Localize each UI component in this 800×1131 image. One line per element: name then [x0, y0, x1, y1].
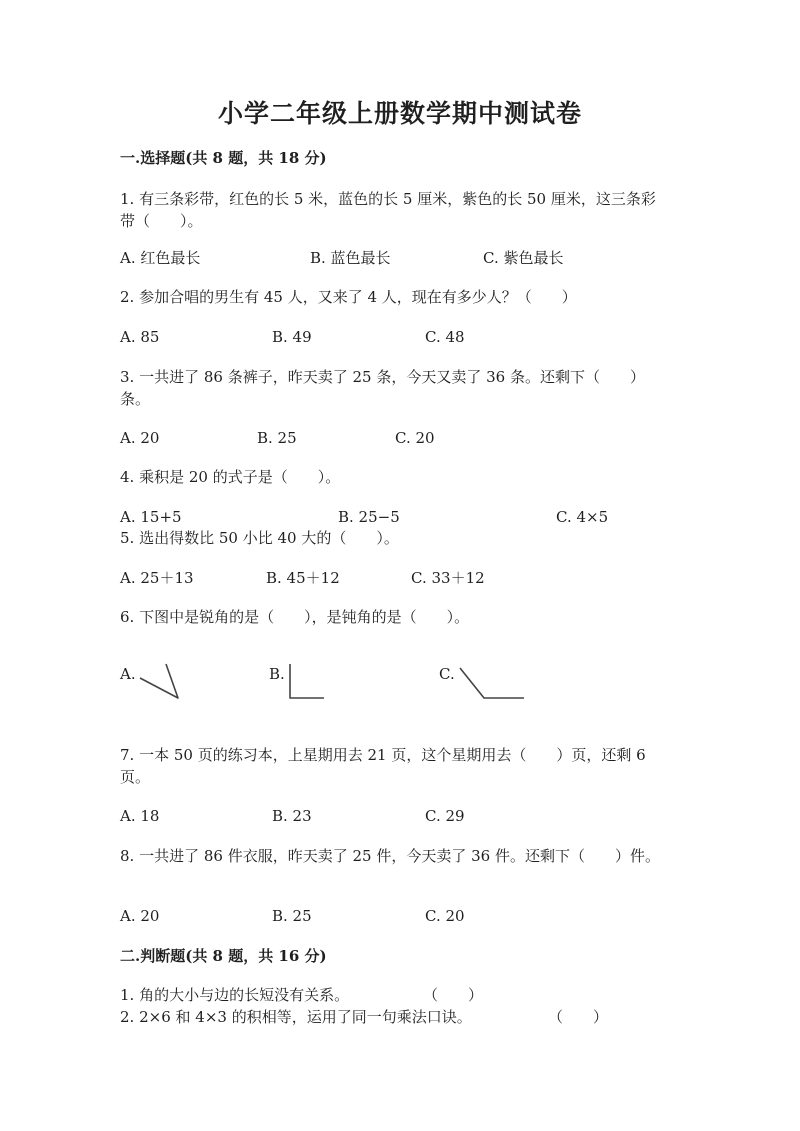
section-heading-judgement: 二.判断题(共 8 题，共 16 分) [120, 947, 327, 965]
question-5-option-a: A. 25＋13 [120, 569, 194, 587]
question-2-line-1: 2. 参加合唱的男生有 45 人，又来了 4 人，现在有多少人？（ ） [120, 288, 577, 306]
section-heading-choice: 一.选择题(共 8 题，共 18 分) [120, 149, 327, 167]
question-2-option-b: B. 49 [272, 328, 312, 346]
question-3-line-1: 3. 一共进了 86 条裤子，昨天卖了 25 条，今天又卖了 36 条。还剩下（ ） [120, 368, 645, 386]
question-1-line-1: 1. 有三条彩带，红色的长 5 米，蓝色的长 5 厘米，紫色的长 50 厘米，这三条彩 [120, 190, 656, 208]
question-7-line-1: 7. 一本 50 页的练习本，上星期用去 21 页，这个星期用去（ ）页，还剩 6 [120, 746, 646, 764]
question-6-option-c: C. [439, 665, 455, 683]
question-8-option-a: A. 20 [120, 907, 160, 925]
question-7-option-b: B. 23 [272, 807, 312, 825]
question-7-option-c: C. 29 [425, 807, 465, 825]
question-4-option-a: A. 15+5 [120, 508, 182, 526]
question-8-option-b: B. 25 [272, 907, 312, 925]
question-3-line-2: 条。 [120, 390, 151, 408]
question-5-option-c: C. 33＋12 [411, 569, 485, 587]
question-4-line-1: 4. 乘积是 20 的式子是（ ）。 [120, 468, 341, 486]
question-7-line-2: 页。 [120, 768, 151, 786]
question-2-option-c: C. 48 [425, 328, 465, 346]
question-3-option-b: B. 25 [257, 429, 297, 447]
obtuse-angle-figure [456, 664, 528, 704]
judgement-2-text: 2. 2×6 和 4×3 的积相等，运用了同一句乘法口诀。 [120, 1008, 472, 1026]
question-1-option-a: A. 红色最长 [120, 249, 201, 267]
question-2-option-a: A. 85 [120, 328, 160, 346]
question-4-option-c: C. 4×5 [556, 508, 609, 526]
judgement-1-text: 1. 角的大小与边的长短没有关系。 [120, 986, 350, 1004]
question-1-option-b: B. 蓝色最长 [310, 249, 391, 267]
question-6-option-a: A. [120, 665, 136, 683]
question-1-option-c: C. 紫色最长 [483, 249, 564, 267]
judgement-2-answer-blank: （ ） [548, 1008, 609, 1026]
question-6-line-1: 6. 下图中是锐角的是（ ），是钝角的是（ ）。 [120, 608, 470, 626]
question-3-option-a: A. 20 [120, 429, 160, 447]
question-8-option-c: C. 20 [425, 907, 465, 925]
question-8-line-1: 8. 一共进了 86 件衣服，昨天卖了 25 件，今天卖了 36 件。还剩下（ ）件。 [120, 847, 660, 865]
question-3-option-c: C. 20 [395, 429, 435, 447]
acute-angle-figure [136, 660, 184, 704]
page-title: 小学二年级上册数学期中测试卷 [217, 99, 582, 128]
judgement-1-answer-blank: （ ） [423, 986, 484, 1004]
question-7-option-a: A. 18 [120, 807, 160, 825]
question-6-option-b: B. [269, 665, 285, 683]
question-4-option-b: B. 25−5 [338, 508, 400, 526]
question-5-line-1: 5. 选出得数比 50 小比 40 大的（ ）。 [120, 529, 399, 547]
right-angle-figure [284, 660, 328, 704]
question-1-line-2: 带（ ）。 [120, 212, 203, 230]
question-5-option-b: B. 45＋12 [266, 569, 340, 587]
